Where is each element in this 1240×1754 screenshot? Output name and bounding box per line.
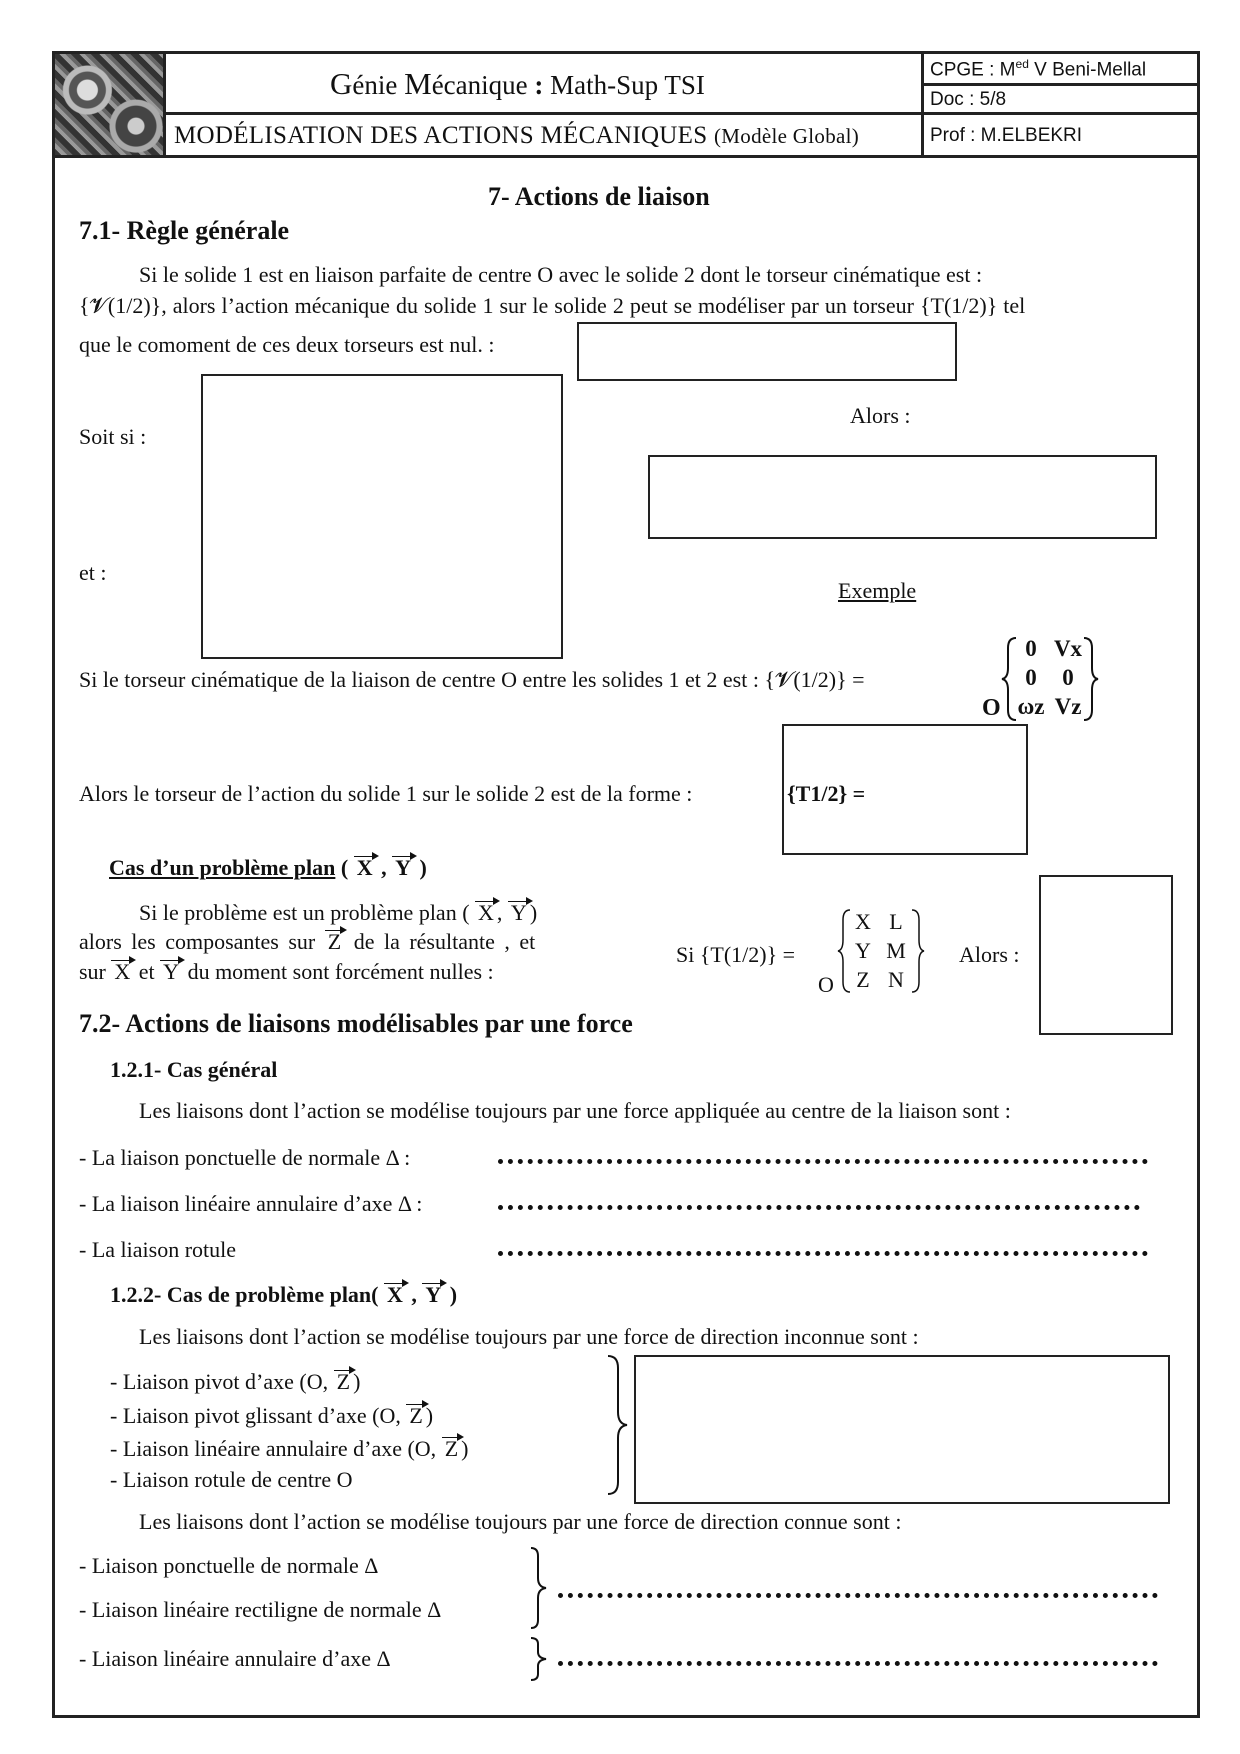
paragraph-line: {𝓥(1/2)}, alors l’action mécanique du solide 1 sur le solide 2 peut se modéliser par un torseur {T(1/2)} tel xyxy=(79,293,1026,318)
fill-in-line[interactable] xyxy=(498,1159,1148,1164)
matrix-cell: 0 xyxy=(1025,636,1037,661)
list-item: - Liaison pivot d’axe (O, Z ) xyxy=(110,1369,361,1394)
answer-box[interactable] xyxy=(648,455,1157,539)
subsection-title: 7.1- Règle générale xyxy=(79,216,290,245)
matrix-cell: Y xyxy=(855,938,871,963)
example-line: Si le torseur cinématique de la liaison de centre O entre les solides 1 et 2 est : {𝓥(1/2)} = xyxy=(79,667,865,692)
label-alors: Alors : xyxy=(850,403,911,428)
fill-in-line[interactable] xyxy=(558,1661,1158,1666)
header-doc: Doc : 5/8 xyxy=(930,89,1007,110)
divider xyxy=(163,51,166,157)
list-item: - Liaison pivot glissant d’axe (O, Z ) xyxy=(110,1403,434,1428)
header-prof: Prof : M.ELBEKRI xyxy=(930,125,1083,146)
brace-icon xyxy=(604,1354,630,1496)
matrix-cell: X xyxy=(855,909,871,934)
list-item: - Liaison linéaire rectiligne de normale Δ xyxy=(79,1597,442,1622)
plan-line: sur X et Y du moment sont forcément nulles : xyxy=(79,959,494,984)
paragraph-line: Si le solide 1 est en liaison parfaite de centre O avec le solide 2 dont le torseur cinématique est : xyxy=(139,262,983,287)
matrix-origin: O xyxy=(982,695,1001,721)
brace-icon xyxy=(528,1636,550,1682)
torsor-label: {T1/2} = xyxy=(787,781,866,806)
fill-in-line[interactable] xyxy=(558,1593,1158,1598)
label-exemple: Exemple xyxy=(838,578,917,603)
example-result-line: Alors le torseur de l’action du solide 1 sur le solide 2 est de la forme : xyxy=(79,781,693,806)
answer-box[interactable] xyxy=(634,1355,1170,1504)
paragraph-line: Les liaisons dont l’action se modélise toujours par une force appliquée au centre de la liaison sont : xyxy=(139,1098,1011,1123)
matrix-cell: L xyxy=(889,909,903,934)
label-alors: Alors : xyxy=(959,942,1020,967)
plan-si: Si {T(1/2)} = xyxy=(676,942,796,967)
plan-title: Cas d’un problème plan ( X , Y ) xyxy=(109,855,427,880)
header-title: Génie Mécanique : Math-Sup TSI xyxy=(330,66,705,101)
gears-logo xyxy=(55,54,163,157)
header-subtitle: MODÉLISATION DES ACTIONS MÉCANIQUES (Modèle Global) xyxy=(174,122,860,149)
answer-box[interactable] xyxy=(201,374,563,659)
matrix-cell: M xyxy=(886,938,906,963)
matrix-cell: Vx xyxy=(1053,636,1083,661)
label-et: et : xyxy=(79,560,107,585)
list-item: - Liaison linéaire annulaire d’axe Δ xyxy=(79,1646,391,1671)
answer-box[interactable] xyxy=(1039,875,1173,1035)
header-school: CPGE : $M^{ed}$ V Beni-Mellal xyxy=(930,57,1147,81)
list-item: - Liaison rotule de centre O xyxy=(110,1467,353,1492)
force-matrix xyxy=(848,907,914,994)
plan-line: Si le problème est un problème plan ( X , Y ) xyxy=(139,900,538,925)
list-item: - Liaison linéaire annulaire d’axe (O, Z ) xyxy=(110,1436,469,1461)
matrix-cell: 0 xyxy=(1062,665,1074,690)
label-soit: Soit si : xyxy=(79,424,147,449)
paragraph-line: Les liaisons dont l’action se modélise toujours par une force de direction inconnue sont : xyxy=(139,1324,919,1349)
matrix-cell: ωz xyxy=(1017,694,1045,719)
brace-icon xyxy=(528,1546,550,1630)
list-item: - La liaison ponctuelle de normale Δ : xyxy=(79,1145,411,1170)
matrix-cell: Vz xyxy=(1054,694,1082,719)
kinematic-matrix xyxy=(1015,634,1089,721)
list-item: - Liaison ponctuelle de normale Δ xyxy=(79,1553,379,1578)
list-item: - La liaison rotule xyxy=(79,1237,237,1262)
list-item: - La liaison linéaire annulaire d’axe Δ : xyxy=(79,1191,423,1216)
matrix-origin: O xyxy=(818,972,834,997)
divider xyxy=(921,51,924,157)
fill-in-line[interactable] xyxy=(498,1251,1148,1256)
divider xyxy=(163,112,1197,115)
divider xyxy=(921,83,1197,86)
matrix-cell: Z xyxy=(856,967,870,992)
matrix-cell: N xyxy=(888,967,904,992)
plan-line: alors les composantes sur Z de la résultante , et xyxy=(79,929,536,954)
matrix-cell: 0 xyxy=(1025,665,1037,690)
sub-subsection-title: 1.2.2- Cas de problème plan( X , Y ) xyxy=(110,1282,458,1307)
sub-subsection-title: 1.2.1- Cas général xyxy=(110,1057,278,1082)
section-title: 7- Actions de liaison xyxy=(488,182,710,211)
subsection-title: 7.2- Actions de liaisons modélisables par une force xyxy=(79,1009,633,1038)
divider xyxy=(52,155,1197,158)
fill-in-line[interactable] xyxy=(498,1205,1140,1210)
paragraph-line: que le comoment de ces deux torseurs est nul. : xyxy=(79,332,495,357)
answer-box[interactable] xyxy=(577,322,957,381)
paragraph-line: Les liaisons dont l’action se modélise toujours par une force de direction connue sont : xyxy=(139,1509,902,1534)
